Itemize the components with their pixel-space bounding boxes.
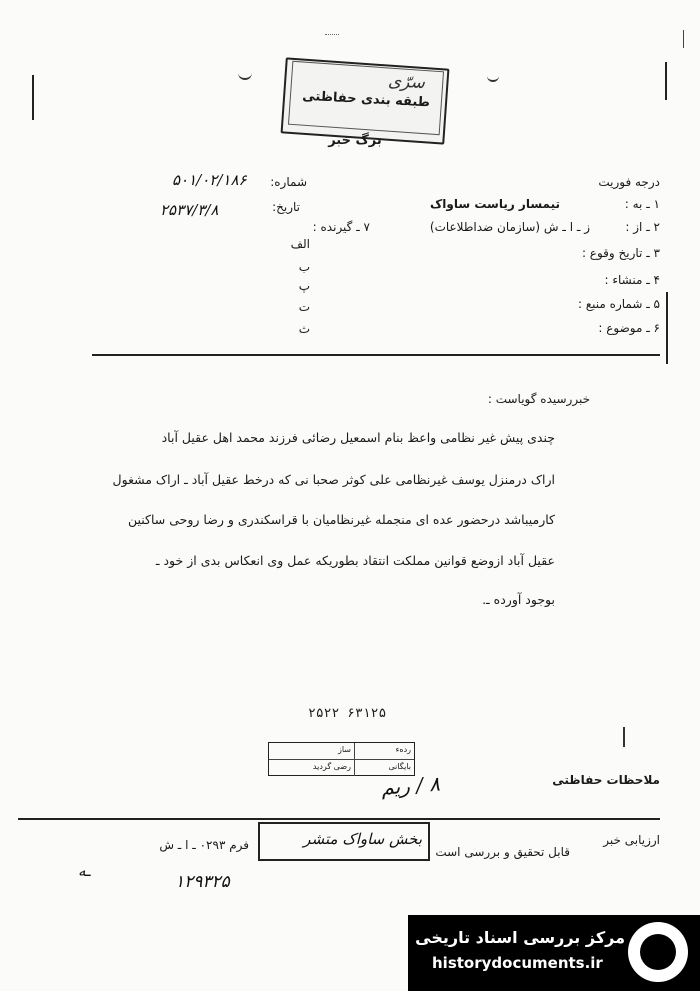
- date-value: ۲۵۳۷/۳/۸: [160, 201, 219, 219]
- field-6-label: ۶ ـ موضوع :: [598, 321, 660, 335]
- number-label: شماره:: [270, 175, 307, 189]
- watermark-url: historydocuments.ir: [432, 954, 603, 972]
- field-1-value: تیمسار ریاست ساواک: [429, 197, 560, 211]
- number-value: ۵۰۱/۰۲/۱۸۶: [172, 171, 247, 189]
- field-1-label: ۱ ـ به :: [624, 197, 660, 211]
- stamp-cell: ردهء: [354, 743, 414, 759]
- report-line: بوجود آورده ـ.: [482, 592, 555, 607]
- field-2-label: ۲ ـ از :: [625, 220, 660, 234]
- recipient-be: ب: [298, 260, 310, 274]
- stamp-cell: رضی گردید: [312, 762, 351, 771]
- remarks-label: ملاحظات حفاظتی: [552, 773, 660, 787]
- recipient-te: ت: [298, 300, 310, 314]
- classification-label: طبقه بندی حفاظتی: [301, 88, 431, 111]
- recipient-alef: الف: [290, 237, 310, 251]
- archive-stamp: [268, 742, 415, 776]
- recipient-label: ۷ ـ گیرنده :: [312, 220, 370, 234]
- margin-line-left: [32, 75, 34, 120]
- evaluation-handwriting: بخش ساواک متشر: [303, 830, 422, 848]
- stamp-tick: [623, 727, 625, 747]
- form-number: فرم ۰۲۹۳ ـ ا ـ ش: [159, 838, 249, 852]
- page-title: برگ خبر: [328, 133, 382, 148]
- field-5-label: ۵ ـ شماره منبع :: [577, 297, 660, 311]
- field-2-value: ز ـ ا ـ ش (سازمان ضداطلاعات): [429, 220, 590, 234]
- recipient-se: ث: [298, 322, 310, 336]
- mark-right: [487, 73, 499, 82]
- recipient-pe: پ: [298, 279, 310, 293]
- stamp-number: ۲۵۲۲ ۶۳۱۲۵: [308, 706, 387, 721]
- date-label: تاریخ:: [272, 200, 300, 214]
- report-line: عقیل آباد ازوضع قوانین مملکت انتقاد بطوریکه عمل وی انعکاس بدی از خود ـ: [155, 553, 555, 568]
- mark-left: [238, 70, 252, 80]
- watermark-logo-inner: [640, 934, 676, 970]
- report-line: چندی پیش غیر نظامی واعظ بنام اسمعیل رضائی فرزند محمد اهل عقیل آباد: [161, 430, 555, 445]
- stamp-handwriting: ۸ / ریم: [380, 771, 441, 800]
- footer-divider: [18, 818, 660, 820]
- report-intro: خبررسیده گویاست :: [487, 392, 590, 406]
- margin-tick: [683, 30, 684, 48]
- header-divider: [92, 354, 660, 356]
- evaluation-label: ارزیابی خبر: [603, 833, 660, 847]
- evaluation-value: قابل تحقیق و بررسی است: [435, 845, 570, 859]
- field-4-label: ۴ ـ منشاء :: [604, 273, 660, 287]
- classification-handwriting: سرّی: [387, 71, 426, 94]
- hand-note: ـه: [78, 862, 91, 880]
- watermark-title: مرکز بررسی اسناد تاریخی: [415, 928, 625, 947]
- margin-line-right-1: [665, 62, 667, 100]
- archive-number: ۱۲۹۳۲۵: [175, 872, 230, 892]
- priority-label: درجه فوریت: [598, 175, 660, 189]
- report-line: کارمیباشد درحضور عده ای منجمله غیرنظامیان با قراسکندری و رضا روحی ساکنین: [127, 512, 555, 527]
- stamp-cell: ساز: [337, 745, 351, 754]
- scan-mark: [325, 34, 339, 38]
- stamp-cell: بایگانی: [354, 760, 414, 776]
- field-3-label: ۳ ـ تاریخ وقوع :: [581, 246, 660, 260]
- report-line: اراک درمنزل یوسف غیرنظامی علی کوثر صحبا نی که درخط عقیل آباد ـ اراک مشغول: [112, 472, 555, 487]
- margin-line-right-2: [666, 292, 668, 364]
